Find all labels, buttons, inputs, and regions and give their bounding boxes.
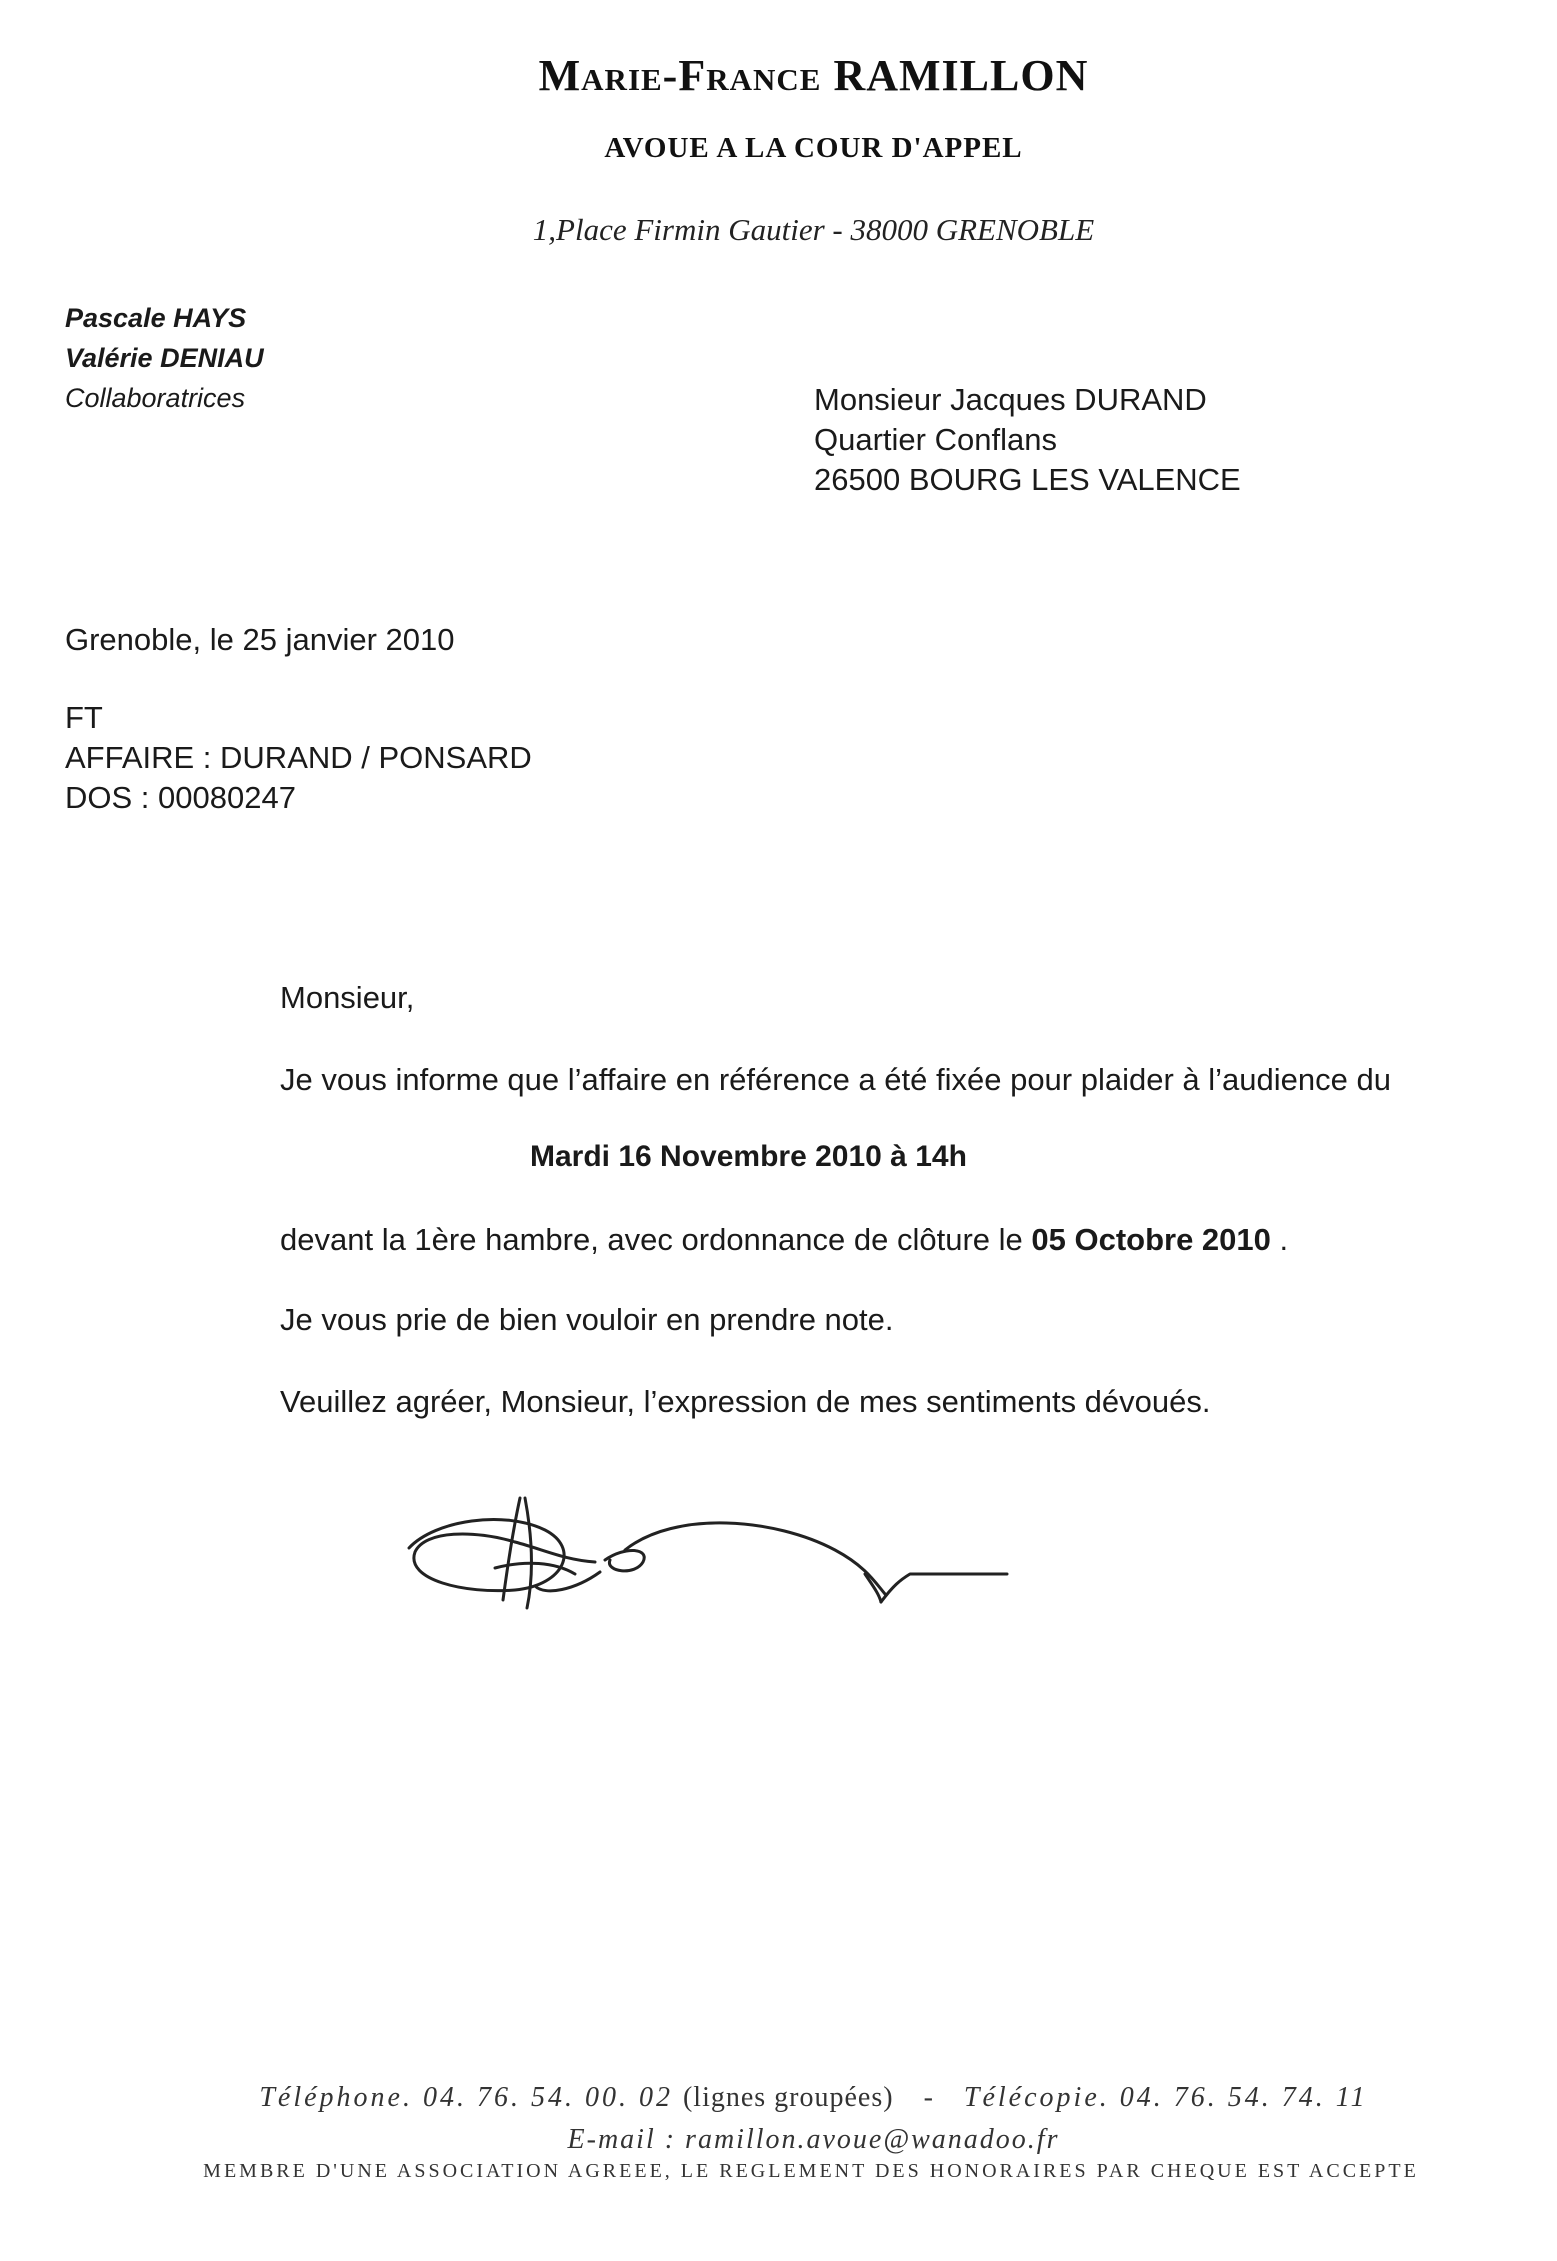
closure-date: 05 Octobre 2010 xyxy=(1031,1222,1271,1257)
letterhead-address: 1,Place Firmin Gautier - 38000 GRENOBLE xyxy=(532,212,1095,247)
letter-date: Grenoble, le 25 janvier 2010 xyxy=(65,622,455,657)
footer-phone-number: 04. 76. 54. 00. 02 xyxy=(422,2082,673,2113)
paragraph-note: Je vous prie de bien vouloir en prendre note. xyxy=(280,1302,894,1337)
footer-member-notice: MEMBRE D'UNE ASSOCIATION AGREEE, LE REGLEMENT DES HONORAIRES PAR CHEQUE EST ACCEPTE xyxy=(203,2160,1419,2182)
closing-formula: Veuillez agréer, Monsieur, l’expression de mes sentiments dévoués. xyxy=(280,1384,1211,1419)
collaborators-role: Collaboratrices xyxy=(65,383,246,413)
reference-initials: FT xyxy=(65,700,103,735)
recipient-street: Quartier Conflans xyxy=(814,422,1057,457)
references-block xyxy=(65,698,532,818)
footer-fax-number: 04. 76. 54. 74. 11 xyxy=(1119,2082,1368,2113)
footer-email-label: E-mail : xyxy=(567,2124,677,2155)
recipient-address xyxy=(814,380,1241,500)
paragraph-chamber-end: . xyxy=(1270,1222,1289,1257)
footer-contact-line xyxy=(0,2082,1557,2114)
footer-phone-label: Téléphone. xyxy=(259,2082,413,2113)
footer-separator: - xyxy=(923,2082,934,2113)
collaborators-block xyxy=(65,298,264,418)
hearing-date: Mardi 16 Novembre 2010 à 14h xyxy=(530,1140,967,1173)
footer-email-address: ramillon.avoue@wanadoo.fr xyxy=(685,2124,1060,2155)
letterhead-name xyxy=(0,50,1557,101)
reference-dossier: DOS : 00080247 xyxy=(65,780,296,815)
footer-phone-note: (lignes groupées) xyxy=(682,2082,894,2113)
reference-affaire: AFFAIRE : DURAND / PONSARD xyxy=(65,740,532,775)
letterhead-last-name: RAMILLON xyxy=(833,51,1089,100)
recipient-city: 26500 BOURG LES VALENCE xyxy=(814,462,1241,497)
signature-image xyxy=(395,1490,1035,1620)
letterhead-first-name: Marie-France xyxy=(538,51,822,100)
paragraph-chamber-text: devant la 1ère hambre, avec ordonnance de clôture le xyxy=(280,1222,1032,1257)
salutation: Monsieur, xyxy=(280,980,415,1015)
footer-email-line xyxy=(0,2124,1557,2156)
paragraph-hearing-notice: Je vous informe que l’affaire en référence a été fixée pour plaider à l’audience du xyxy=(280,1062,1391,1097)
letterhead-title: AVOUE A LA COUR D'APPEL xyxy=(604,132,1023,164)
recipient-name: Monsieur Jacques DURAND xyxy=(814,382,1207,417)
footer-fax-label: Télécopie. xyxy=(963,2082,1110,2113)
collaborator-name: Pascale HAYS xyxy=(65,303,247,333)
paragraph-chamber xyxy=(280,1222,1520,1258)
collaborator-name: Valérie DENIAU xyxy=(65,343,264,373)
